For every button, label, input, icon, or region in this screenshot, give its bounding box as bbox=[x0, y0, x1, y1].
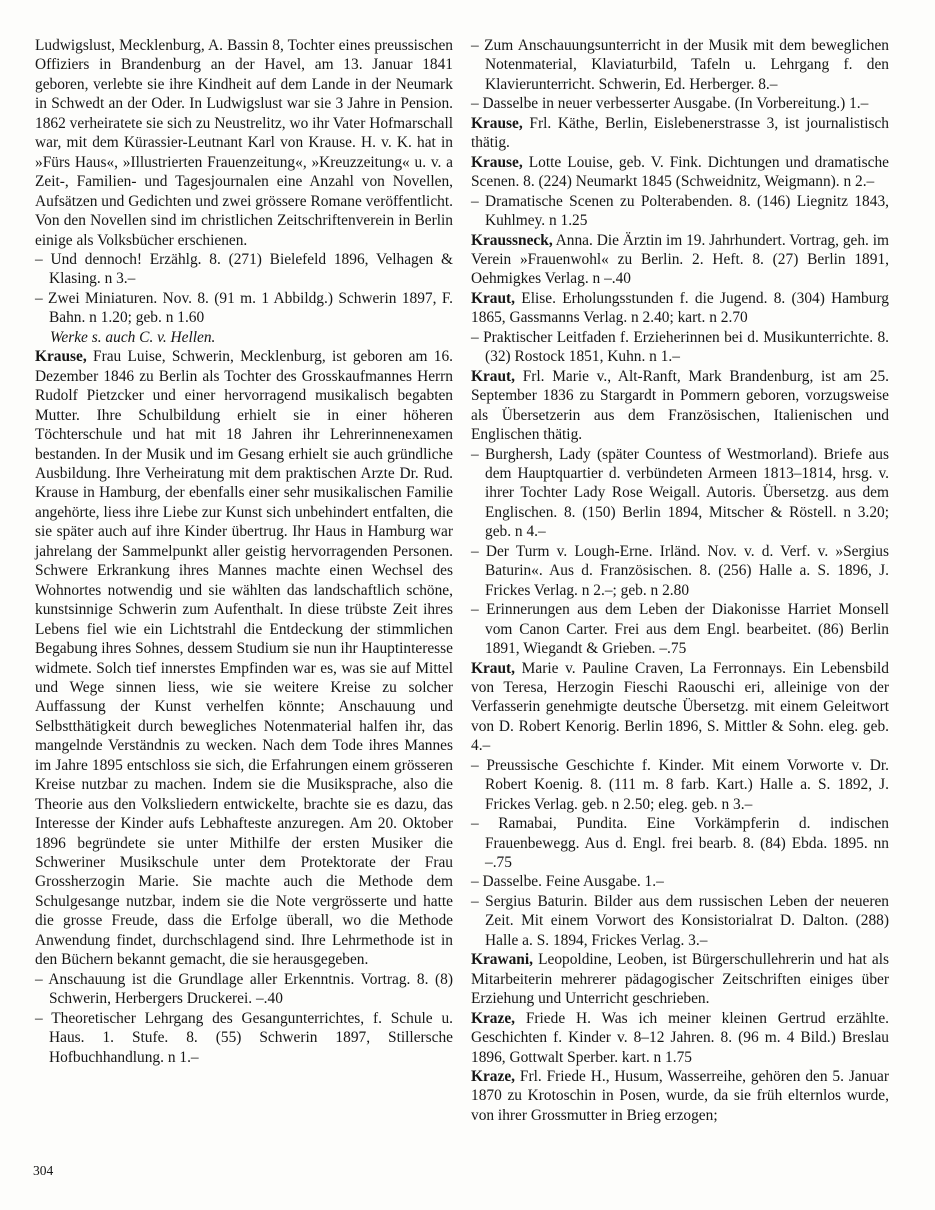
entry-lead-name: Kraussneck, bbox=[471, 231, 553, 249]
work-list-item: – Anschauung ist die Grundlage aller Erkenntnis. Vortrag. 8. (8) Schwerin, Herbergers Druckerei. –.40 bbox=[35, 970, 453, 1008]
work-list-item: – Und dennoch! Erzählg. 8. (271) Bielefeld 1896, Velhagen & Klasing. n 3.– bbox=[35, 250, 453, 288]
left-column bbox=[35, 36, 453, 1125]
work-list-item: – Burghersh, Lady (später Countess of Westmorland). Briefe aus dem Hauptquartier d. verbündeten Armeen 1813–1814, hrsg. v. ihrer Tochter Lady Rose Weigall. Autoris. Übersetzg. aus dem Englischen. 8. (150) Berlin 1894, Mitscher & Röstell. n 3.20; geb. n 4.– bbox=[471, 445, 889, 541]
lexicon-entry: Krause, Frl. Käthe, Berlin, Eislebenerstrasse 3, ist journalistisch thätig. bbox=[471, 114, 889, 152]
work-list-item: – Dramatische Scenen zu Polterabenden. 8. (146) Liegnitz 1843, Kuhlmey. n 1.25 bbox=[471, 192, 889, 230]
entry-lead-name: Kraut, bbox=[471, 289, 516, 307]
work-list-item: – Praktischer Leitfaden f. Erzieherinnen bei d. Musikunterrichte. 8. (32) Rostock 1851, Kuhn. n 1.– bbox=[471, 328, 889, 366]
work-list-item: – Der Turm v. Lough-Erne. Irländ. Nov. v. d. Verf. v. »Sergius Baturin«. Aus d. Französischen. 8. (256) Halle a. S. 1896, J. Frickes Verlag. n 2.–; geb. n 2.80 bbox=[471, 542, 889, 599]
work-list-item: – Theoretischer Lehrgang des Gesangunterrichtes, f. Schule u. Haus. 1. Stufe. 8. (55) Schwerin 1897, Stillersche Hofbuchhandlung. n 1.– bbox=[35, 1009, 453, 1066]
entry-lead-name: Kraut, bbox=[471, 367, 516, 385]
lexicon-entry: Kraze, Frl. Friede H., Husum, Wasserreihe, gehören den 5. Januar 1870 zu Krotoschin in Posen, wurde, da sie früh elternlos wurde, von ihrer Grossmutter in Brieg erzogen; bbox=[471, 1068, 889, 1124]
see-also-note: Werke s. auch C. v. Hellen. bbox=[50, 328, 216, 346]
entry-lead-name: Krause, bbox=[35, 348, 87, 366]
lexicon-entry: Kraut, Elise. Erholungsstunden f. die Jugend. 8. (304) Hamburg 1865, Gassmanns Verlag. n 2.40; kart. n 2.70 bbox=[471, 289, 889, 327]
entry-lead-name: Krause, bbox=[471, 153, 523, 171]
text-columns bbox=[35, 36, 889, 1125]
lexicon-entry: Krawani, Leopoldine, Leoben, ist Bürgerschullehrerin und hat als Mitarbeiterin mehrerer pädagogischer Zeitschriften einiges über Erziehung und Unterricht geschrieben. bbox=[471, 951, 889, 1008]
entry-lead-name: Kraze, bbox=[471, 1068, 516, 1086]
work-list-item: – Dasselbe. Feine Ausgabe. 1.– bbox=[471, 873, 664, 891]
entry-lead-name: Krawani, bbox=[471, 951, 533, 969]
lexicon-entry: Kraut, Frl. Marie v., Alt-Ranft, Mark Brandenburg, ist am 25. September 1836 zu Stargardt in Pommern geboren, vorzugsweise als Übersetzerin aus dem Französischen, Italienischen und Englischen thätig. bbox=[471, 367, 889, 444]
right-column bbox=[471, 36, 889, 1125]
lexicon-entry: Krause, Lotte Louise, geb. V. Fink. Dichtungen und dramatische Scenen. 8. (224) Neumarkt 1845 (Schweidnitz, Weigmann). n 2.– bbox=[471, 153, 889, 191]
page-number: 304 bbox=[33, 1163, 54, 1178]
work-list-item: – Dasselbe in neuer verbesserter Ausgabe. (In Vorbereitung.) 1.– bbox=[471, 95, 869, 113]
entry-lead-name: Kraze, bbox=[471, 1009, 516, 1027]
entry-lead-name: Krause, bbox=[471, 114, 523, 132]
work-list-item: – Sergius Baturin. Bilder aus dem russischen Leben der neueren Zeit. Mit einem Vorwort des Konsistorialrat D. Dalton. (288) Halle a. S. 1894, Frickes Verlag. 3.– bbox=[471, 892, 889, 949]
work-list-item: – Preussische Geschichte f. Kinder. Mit einem Vorworte v. Dr. Robert Koenig. 8. (111 m. 8 farb. Kart.) Halle a. S. 1892, J. Frickes Verlag. geb. n 2.50; eleg. geb. n 3.– bbox=[471, 756, 889, 813]
paragraph-block: Ludwigslust, Mecklenburg, A. Bassin 8, Tochter eines preussischen Offiziers in Brandenburg an der Havel, am 13. Januar 1841 geboren, verlebte sie ihre Kindheit auf dem Lande in der Neumark in Schwedt an der Oder. In Ludwigslust war sie 3 Jahre in Pension. 1862 verheiratete sie sich zu Neustrelitz, wo ihr Vater Hofmarschall war, mit dem Kürassier-Leutnant Karl von Krause. H. v. K. hat in »Fürs Haus«, »Illustrierten Frauenzeitung«, »Kreuzzeitung« u. v. a Zeit-, Familien- und Tagesjournalen eine Anzahl von Novellen, Aufsätzen und Gedichten und zwei grössere Romane veröffentlicht. Von den Novellen sind im christlichen Zeitschriftenverein in Berlin einige als Volksbücher erschienen. bbox=[35, 37, 453, 249]
work-list-item: – Zum Anschauungsunterricht in der Musik mit dem beweglichen Notenmaterial, Klaviaturbild, Tafeln u. Lehrgang f. den Klavierunterricht. Schwerin, Ed. Herberger. 8.– bbox=[471, 37, 889, 93]
entry-lead-name: Kraut, bbox=[471, 659, 516, 677]
lexicon-entry: Kraussneck, Anna. Die Ärztin im 19. Jahrhundert. Vortrag, geh. im Verein »Frauenwohl« zu Berlin. 2. Heft. 8. (27) Berlin 1891, Oehmigkes Verlag. n –.40 bbox=[471, 231, 889, 288]
work-list-item: – Erinnerungen aus dem Leben der Diakonisse Harriet Monsell vom Canon Carter. Frei aus dem Engl. bearbeitet. (86) Berlin 1891, Wiegandt & Grieben. –.75 bbox=[471, 601, 889, 658]
lexicon-entry: Krause, Frau Luise, Schwerin, Mecklenburg, ist geboren am 16. Dezember 1846 zu Berlin als Tochter des Grosskaufmannes Herrn Rudolf Pietzcker und einer hervorragend musikalisch begabten Mutter. Ihre Schulbildung erhielt sie in einer höheren Töchterschule und hat mit 18 Jahren ihr Lehrerinnenexamen bestanden. In der Musik und im Gesang erhielt sie auch gründliche Ausbildung. Ihre Verheiratung mit dem praktischen Arzte Dr. Rud. Krause in Hamburg, der ebenfalls einer sehr musikalischen Familie angehörte, liess ihre Liebe zur Kunst sich unbehindert entfalten, die sie später auch auf ihre Kinder übertrug. Ihr Haus in Hamburg war jahrelang der Sammelpunkt aller geistig hervorragenden Personen. Schwere Erkrankung ihres Mannes machte einen Wechsel des Wohnortes notwendig und sie wählten das landschaftlich schöne, kunstsinnige Schwerin zum Aufenthalt. In diese trübste Zeit ihres Lebens fiel wie ein Lichtstrahl die Entdeckung der stimmlichen Begabung ihres Sohnes, dessem Studium sie nun ihr Hauptinteresse widmete. Solch tief innerstes Empfinden war es, was sie auf Mittel und Wege sinnen liess, wie sie weitere Kreise zu solcher Auffassung der Kunst verhelfen könnte; Anschauung und Selbstthätigkeit durch bewegliches Notenmaterial halfen ihr, das mangelnde Verständnis zu wecken. Nach dem Tode ihres Mannes im Jahre 1895 entschloss sie sich, die Erfahrungen einem grösseren Kreise nutzbar zu machen. Indem sie die Musiksprache, also die Theorie aus den Volksliedern entwickelte, brachte sie es dazu, das Interesse der Kinder aufs Lebhafteste anzuregen. Am 20. Oktober 1896 begründete sie unter Mithilfe der ersten Musiker die Schweriner Musikschule unter dem Protektorate der Frau Grossherzogin Marie. Sie machte auch die Methode dem Schulgesange nutzbar, indem sie die Note vergrösserte und hatte die grosse Freude, dass die Erfolge überall, wo die Methode Anwendung findet, durchschlagend sind. Ihre Lehrmethode ist in den Büchern bekannt gemacht, die sie herausgegeben. bbox=[35, 348, 453, 969]
work-list-item: – Zwei Miniaturen. Nov. 8. (91 m. 1 Abbildg.) Schwerin 1897, F. Bahn. n 1.20; geb. n 1.60 bbox=[35, 289, 453, 327]
lexicon-entry: Kraze, Friede H. Was ich meiner kleinen Gertrud erzählte. Geschichten f. Kinder v. 8–12 Jahren. 8. (96 m. 4 Bild.) Breslau 1896, Gottwalt Sperber. kart. n 1.75 bbox=[471, 1009, 889, 1066]
work-list-item: – Ramabai, Pundita. Eine Vorkämpferin d. indischen Frauenbewegg. Aus d. Engl. frei bearb. 8. (84) Ebda. 1895. nn –.75 bbox=[471, 815, 889, 872]
lexicon-entry: Kraut, Marie v. Pauline Craven, La Ferronnays. Ein Lebensbild von Teresa, Herzogin Fieschi Raouschi eri, alleinige von der Verfasserin genehmigte deutsche Übersetzg. mit einem Geleitwort von D. Robert Kenorig. Berlin 1896, S. Mittler & Sohn. eleg. geb. 4.– bbox=[471, 659, 889, 755]
